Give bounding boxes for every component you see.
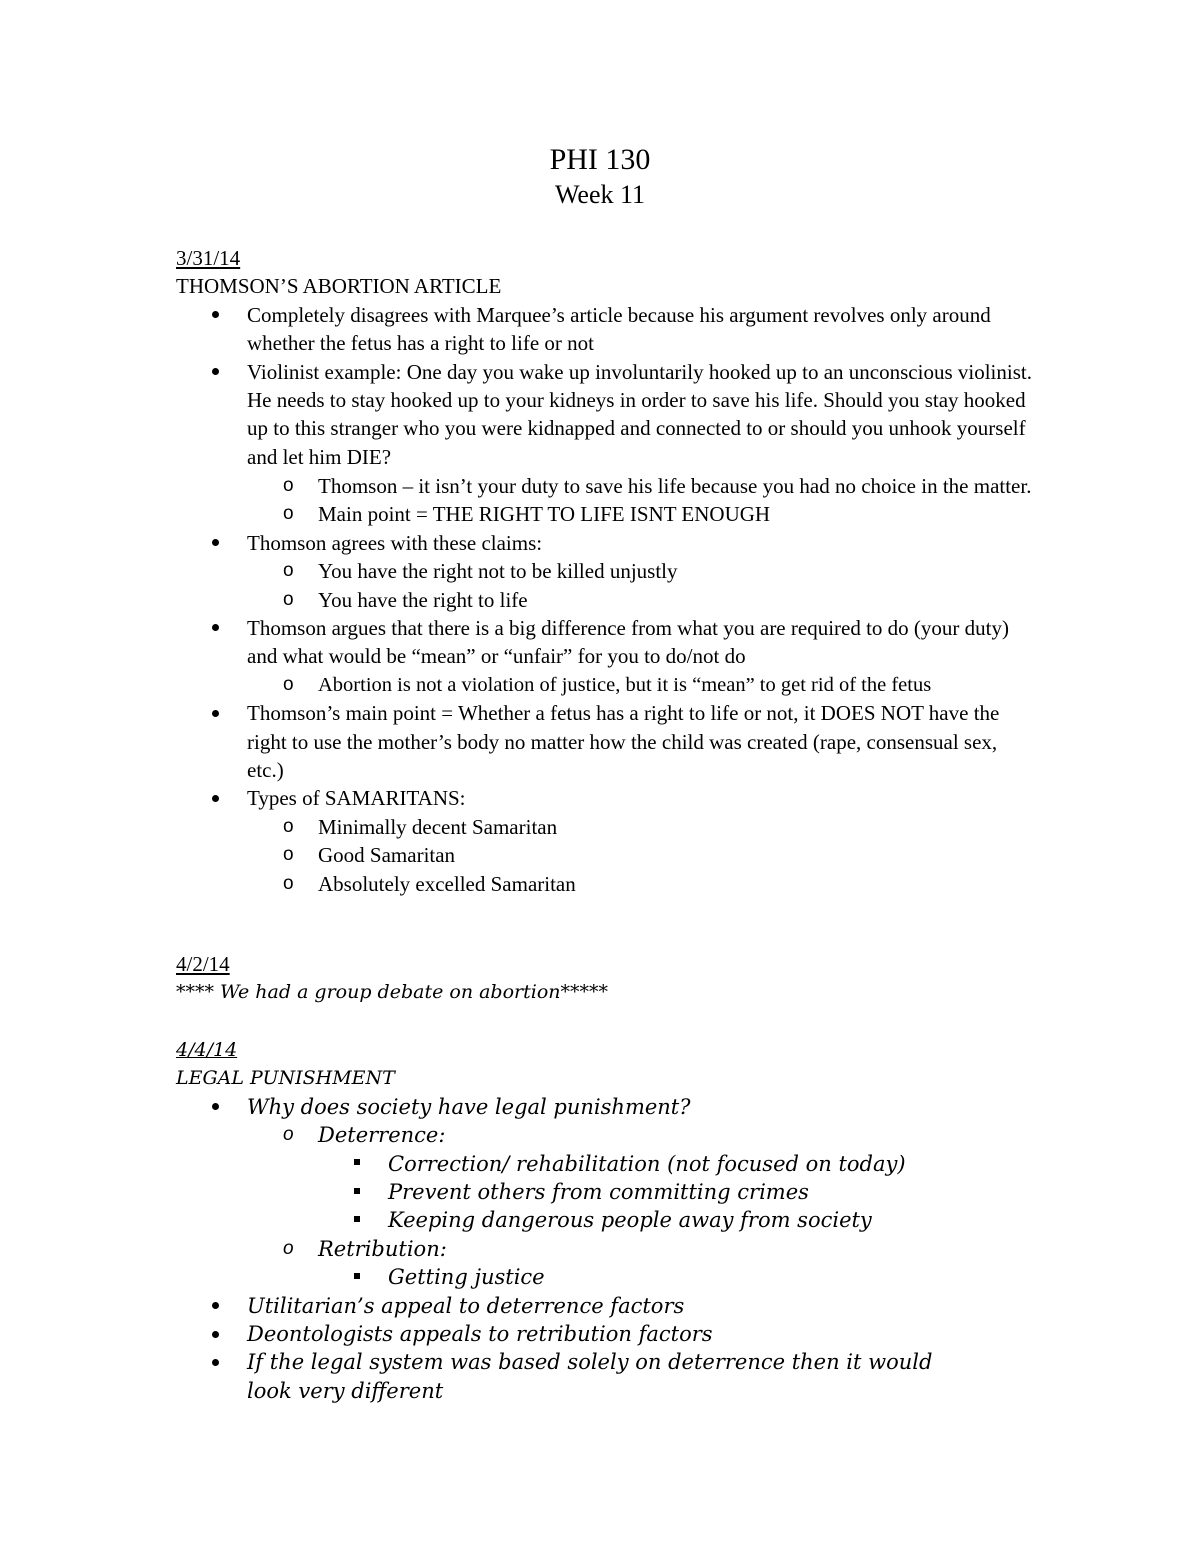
sub-list-item-text: You have the right not to be killed unjustly	[318, 559, 678, 584]
section-4-4-14	[176, 1036, 1056, 1405]
section-date: 3/31/14	[176, 246, 241, 270]
section-heading: THOMSON’S ABORTION ARTICLE	[176, 274, 502, 299]
circle-bullet-icon: o	[283, 844, 294, 866]
sub-list-item	[176, 1121, 1056, 1149]
sub-sub-list-item	[176, 1178, 1056, 1206]
square-bullet-icon	[354, 1206, 360, 1234]
circle-bullet-icon: o	[283, 1237, 294, 1259]
circle-bullet-icon: o	[283, 673, 294, 695]
sub-list-item	[176, 1235, 1056, 1263]
sub-sub-list-item-text: Getting justice	[388, 1265, 545, 1290]
sub-sub-list	[176, 1150, 1056, 1235]
sub-list-item	[176, 472, 1038, 500]
sub-sub-list-item	[176, 1263, 1056, 1291]
sub-list	[176, 1121, 1056, 1149]
sub-list-item-text: Main point = THE RIGHT TO LIFE ISNT ENOUGH	[318, 502, 771, 527]
notes-list	[176, 614, 1056, 671]
list-item-text: Thomson agrees with these claims:	[247, 530, 543, 555]
bullet-icon	[212, 1093, 219, 1121]
list-item	[176, 529, 1056, 557]
notes-list	[176, 1093, 1056, 1121]
list-item-text: Thomson’s main point = Whether a fetus has a right to life or not, it DOES NOT have the right to use the mother’s body no matter how the child was created (rape, consensual sex, etc.)	[247, 701, 1000, 783]
sub-list	[176, 813, 1056, 898]
circle-bullet-icon: o	[283, 1124, 294, 1146]
circle-bullet-icon: o	[283, 588, 294, 610]
list-item	[176, 614, 1027, 671]
list-item-text: Completely disagrees with Marquee’s article because his argument revolves only around whether the fetus has a right to life or not	[247, 302, 991, 356]
list-item	[176, 1348, 967, 1405]
circle-bullet-icon: o	[283, 872, 294, 894]
list-item	[176, 1292, 1056, 1320]
sub-list-item	[176, 500, 1056, 528]
list-item	[176, 1093, 1056, 1121]
sub-list-item-text: Abortion is not a violation of justice, but it is “mean” to get rid of the fetus	[318, 673, 932, 696]
sub-list-item	[176, 813, 1056, 841]
sub-list-item	[176, 586, 1056, 614]
sub-sub-list-item-text: Correction/ rehabilitation (not focused on today)	[388, 1151, 906, 1176]
notes-list	[176, 529, 1056, 557]
list-item	[176, 1320, 1056, 1348]
sub-list	[176, 472, 1056, 529]
sub-list-item-text: You have the right to life	[318, 587, 528, 612]
section-note: **** We had a group debate on abortion*****	[176, 981, 608, 1004]
section-3-31-14	[176, 244, 1056, 471]
sub-list	[176, 557, 1056, 614]
bullet-icon	[212, 529, 219, 557]
sub-list	[176, 671, 1056, 699]
list-item-text: Deontologists appeals to retribution factors	[247, 1322, 713, 1347]
list-item-text: Utilitarian’s appeal to deterrence factors	[247, 1293, 685, 1318]
section-date: 4/2/14	[176, 952, 230, 976]
section-3-31-14-continued	[176, 472, 1056, 898]
sub-list-item	[176, 841, 1056, 869]
circle-bullet-icon: o	[283, 560, 294, 582]
list-item-text: Types of SAMARITANS:	[247, 786, 466, 811]
sub-sub-list-item-text: Prevent others from committing crimes	[388, 1180, 809, 1205]
notes-list	[176, 699, 1056, 813]
list-item-text: Thomson argues that there is a big difference from what you are required to do (your duty) and what would be “mean” or “unfair” for you to do/not do	[247, 616, 1009, 669]
circle-bullet-icon: o	[283, 815, 294, 837]
bullet-icon	[212, 1348, 219, 1376]
section-4-2-14	[176, 950, 1056, 1007]
square-bullet-icon	[354, 1178, 360, 1206]
bullet-icon	[212, 1320, 219, 1348]
sub-list-item-text: Deterrence:	[318, 1123, 446, 1148]
section-date: 4/4/14	[176, 1039, 238, 1061]
week-title: Week 11	[554, 180, 646, 209]
notes-list	[176, 1292, 1056, 1406]
list-item-text: Violinist example: One day you wake up involuntarily hooked up to an unconscious violinist. He needs to stay hooked up to your kidneys in order to save his life. Should you stay hooked up to this stranger who you were kidnapped and connected to or should you unhook yourself and let him DIE?	[247, 359, 1032, 469]
sub-list-item-text: Retribution:	[318, 1236, 447, 1261]
sub-sub-list-item	[176, 1206, 1056, 1234]
bullet-icon	[212, 301, 219, 329]
square-bullet-icon	[354, 1150, 360, 1178]
circle-bullet-icon: o	[283, 475, 294, 496]
course-title: PHI 130	[549, 143, 651, 176]
list-item	[176, 358, 1047, 472]
sub-sub-list-item-text: Keeping dangerous people away from society	[388, 1208, 872, 1233]
list-item	[176, 784, 1056, 812]
bullet-icon	[212, 699, 219, 727]
bullet-icon	[212, 358, 219, 386]
sub-sub-list-item	[176, 1150, 1056, 1178]
sub-sub-list	[176, 1263, 1056, 1291]
list-item	[176, 301, 1037, 358]
circle-bullet-icon: o	[283, 503, 294, 525]
sub-list-item-text: Minimally decent Samaritan	[318, 814, 558, 839]
sub-list-item-text: Good Samaritan	[318, 843, 456, 868]
bullet-icon	[212, 1292, 219, 1320]
list-item	[176, 699, 1037, 784]
bullet-icon	[212, 614, 219, 642]
sub-list-item-text: Thomson – it isn’t your duty to save his life because you had no choice in the matter.	[318, 474, 1032, 498]
list-item-text: If the legal system was based solely on deterrence then it would look very different	[247, 1350, 933, 1403]
square-bullet-icon	[354, 1263, 360, 1291]
sub-list-item	[176, 870, 1056, 898]
sub-list	[176, 1235, 1056, 1263]
section-heading: LEGAL PUNISHMENT	[176, 1067, 395, 1090]
list-item-text: Why does society have legal punishment?	[247, 1094, 691, 1119]
notes-list	[176, 301, 1056, 471]
bullet-icon	[212, 784, 219, 812]
sub-list-item	[176, 671, 1056, 699]
sub-list-item	[176, 557, 1056, 585]
sub-list-item-text: Absolutely excelled Samaritan	[318, 871, 576, 896]
